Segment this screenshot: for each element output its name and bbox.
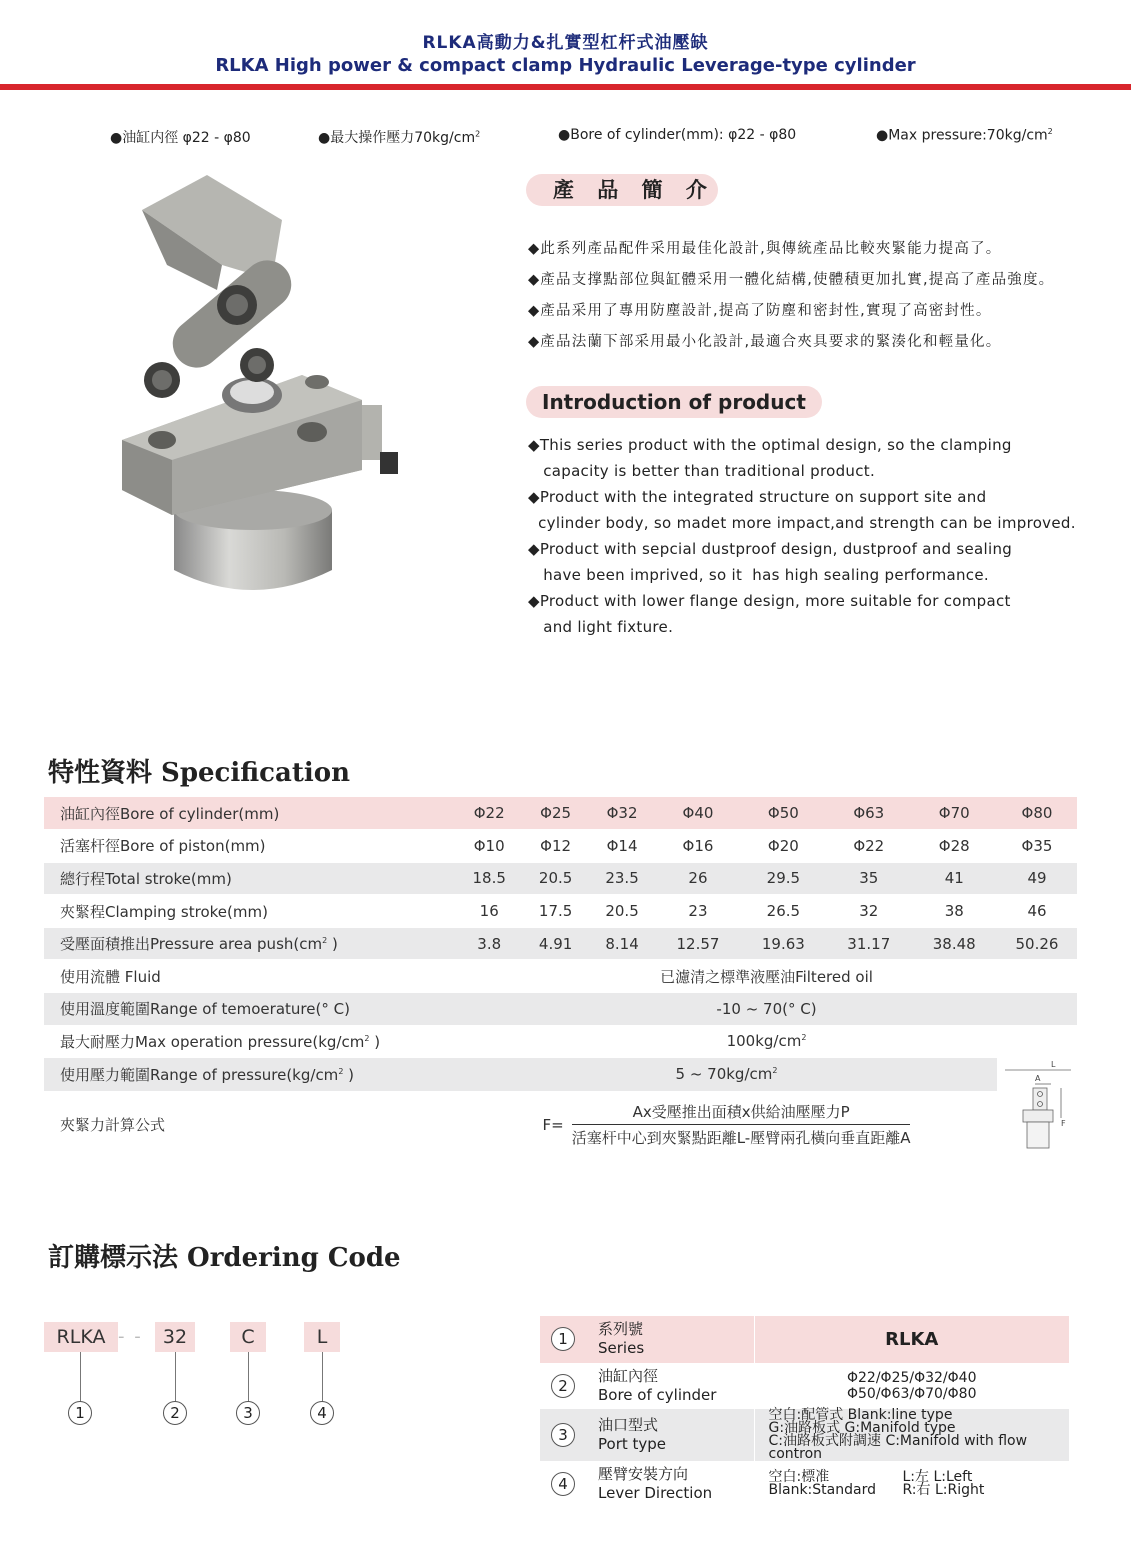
feature-bullets xyxy=(0,127,1131,147)
ordering-title: 訂購標示法 Ordering Code xyxy=(48,1243,401,1273)
svg-text:F: F xyxy=(1061,1119,1066,1129)
leader-line xyxy=(80,1352,81,1402)
bullet-bore-en: ●Bore of cylinder(mm): φ22 - φ80 xyxy=(558,127,797,143)
bullet-bore-zh: ●油缸内徑 φ22 - φ80 xyxy=(110,130,251,146)
code-direction: L xyxy=(304,1322,340,1352)
ordering-table xyxy=(540,1316,1069,1508)
leader-line xyxy=(322,1352,323,1402)
intro-item-zh: ◆產品法蘭下部采用最小化設計,最適合夾具要求的緊湊化和輕量化。 xyxy=(528,334,1002,350)
table-row: 夾緊程Clamping stroke(mm) 16 17.5 20.5 23 26.5 32 38 46 xyxy=(44,895,1077,928)
callout-1: 1 xyxy=(68,1401,92,1425)
leader-line xyxy=(175,1352,176,1402)
table-row: 使用壓力範圍Range of $pressure(kg/cm^2$ ) 5 ~ $70kg/cm^2$ L A F xyxy=(44,1058,1077,1091)
table-row: 1 系列號 Series RLKA xyxy=(540,1316,1069,1363)
spec-table xyxy=(44,797,1077,1159)
clamp-formula: F= Ax受壓推出面積x供給油壓壓力P 活塞杆中心到夾緊點距離L-壓臂兩孔橫向垂直距離A xyxy=(542,1103,911,1148)
code-dash: - - xyxy=(118,1326,143,1347)
intro-item-zh: ◆此系列產品配件采用最佳化設計,與傳統產品比較夾緊能力提高了。 xyxy=(528,241,1002,257)
table-row: 最大耐壓力Max operation $pressure(kg/cm^2$ ) $100kg/cm^2$ xyxy=(44,1025,1077,1058)
code-port: C xyxy=(230,1322,266,1352)
table-row: 4 壓臂安裝方向 Lever Direction 空白:標准 Blank:Standard L:左 L:Left R:右 L:Right xyxy=(540,1461,1069,1507)
page-header xyxy=(0,28,1131,76)
callout-3: 3 xyxy=(236,1401,260,1425)
intro-item-zh: ◆產品支撑點部位與缸體采用一體化結構,使體積更加扎實,提高了產品強度。 xyxy=(528,272,1055,288)
title-en: RLKA High power & compact clamp Hydraulic Leverage-type cylinder xyxy=(215,55,916,76)
table-row: 使用流體 Fluid 已濾清之標準液壓油Filtered oil xyxy=(44,960,1077,993)
table-row: 使用溫度範圍Range of temoerature(° C) -10 ~ 70(° C) xyxy=(44,993,1077,1026)
title-zh: RLKA高動力&扎實型杠杆式油壓缺 xyxy=(422,33,709,53)
intro-line-en: ◆This series product with the optimal design, so the clamping xyxy=(528,436,1012,454)
bullet-pressure-en: ●Max $pressure:70kg/cm^2$ xyxy=(876,127,1053,144)
table-row: 2 油缸內徑 Bore of cylinder Φ22/Φ25/Φ32/Φ40 Φ50/Φ63/Φ70/Φ80 xyxy=(540,1363,1069,1408)
table-row: 夾緊力計算公式 F= Ax受壓推出面積x供給油壓壓力P 活塞杆中心到夾緊點距離L-壓臂兩孔橫向垂直距離A xyxy=(44,1091,1077,1159)
lever-diagram xyxy=(999,1058,1075,1154)
spec-title: 特性資料 Specification xyxy=(48,758,350,788)
intro-list-zh xyxy=(528,234,1054,358)
intro-line-en: capacity is better than traditional product. xyxy=(528,462,876,480)
intro-line-en: ◆Product with lower flange design, more suitable for compact xyxy=(528,592,1011,610)
intro-title-en: Introduction of product xyxy=(526,386,822,418)
intro-line-en: ◆Product with the integrated structure on support site and xyxy=(528,488,987,506)
product-photo xyxy=(112,170,422,610)
intro-line-en: have been imprived, so it has high sealing performance. xyxy=(528,566,989,584)
intro-line-en: cylinder body, so madet more impact,and strength can be improved. xyxy=(528,514,1076,532)
table-row: 油缸內徑Bore of cylinder(mm) Φ22 Φ25 Φ32 Φ40 Φ50 Φ63 Φ70 Φ80 xyxy=(44,797,1077,830)
code-bore: 32 xyxy=(155,1322,195,1352)
code-series: RLKA xyxy=(44,1322,118,1352)
header-divider xyxy=(0,84,1131,90)
intro-list-en xyxy=(528,432,1076,640)
callout-2: 2 xyxy=(163,1401,187,1425)
table-row: 活塞杆徑Bore of piston(mm) Φ10 Φ12 Φ14 Φ16 Φ20 Φ22 Φ28 Φ35 xyxy=(44,830,1077,863)
svg-text:A: A xyxy=(1035,1074,1041,1084)
intro-line-en: and light fixture. xyxy=(528,618,674,636)
callout-4: 4 xyxy=(310,1401,334,1425)
table-row: 3 油口型式 Port type 空白:配管式 Blank:line type G:油路板式 G:Manifold type C:油路板式附調速 C:Manifold with flow contron xyxy=(540,1408,1069,1461)
intro-line-en: ◆Product with sepcial dustproof design, dustproof and sealing xyxy=(528,540,1013,558)
table-row: 受壓面積推出Pressure area $push(cm^2$ ) 3.8 4.91 8.14 12.57 19.63 31.17 38.48 50.26 xyxy=(44,927,1077,960)
bullet-pressure-zh: ●最大操作壓力$70kg/cm^2$ xyxy=(318,129,481,146)
table-row: 總行程Total stroke(mm) 18.5 20.5 23.5 26 29.5 35 41 49 xyxy=(44,862,1077,895)
intro-title-zh: 產 品 簡 介 xyxy=(526,174,718,206)
intro-item-zh: ◆產品采用了專用防塵設計,提高了防塵和密封性,實現了高密封性。 xyxy=(528,303,992,319)
svg-text:L: L xyxy=(1051,1060,1056,1070)
leader-line xyxy=(248,1352,249,1402)
